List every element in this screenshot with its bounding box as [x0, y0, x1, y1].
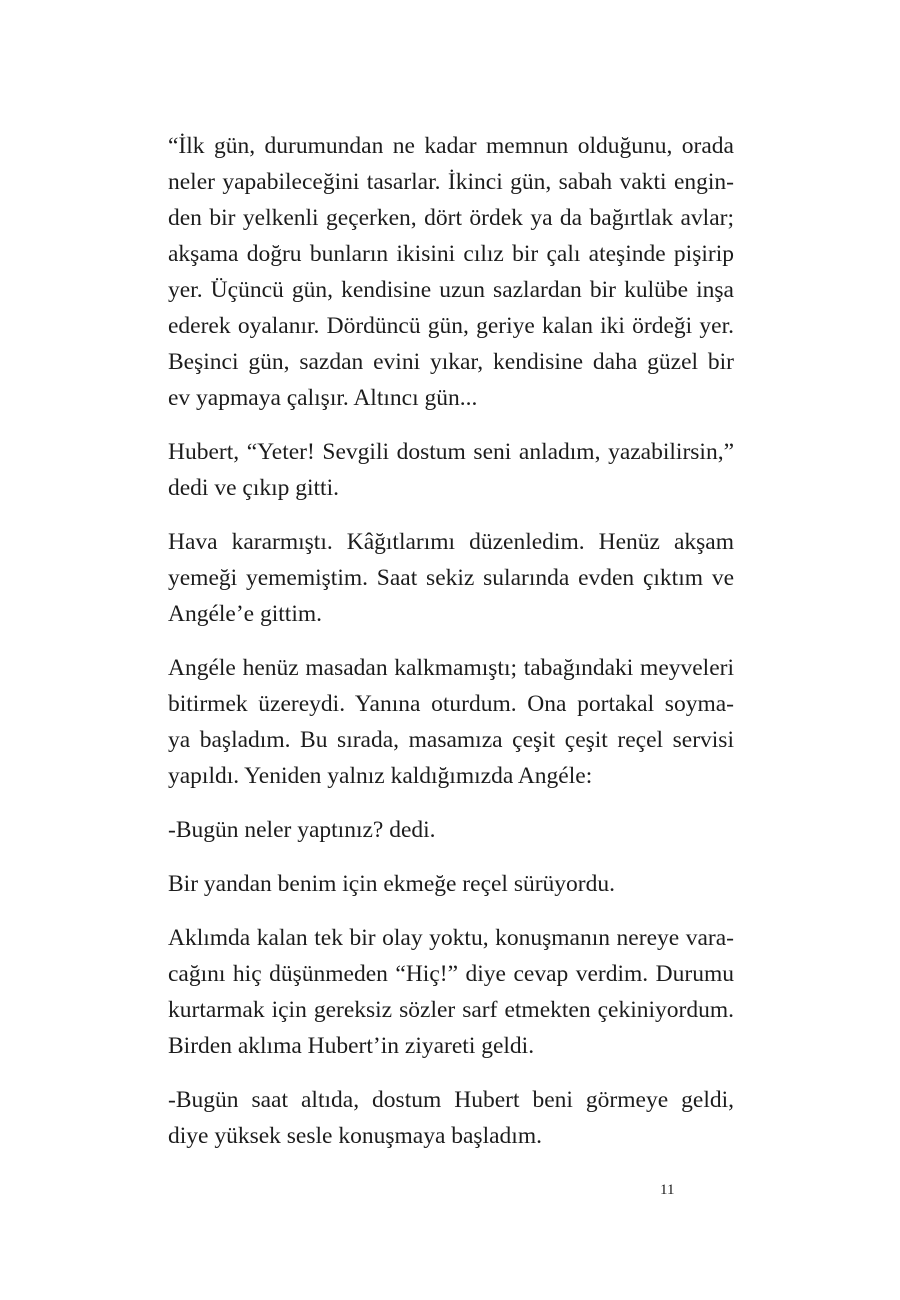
paragraph-5	[168, 812, 734, 848]
text-line: -Bugün neler yaptınız? dedi.	[168, 817, 436, 843]
paragraph-8	[168, 1082, 734, 1154]
text-line: bitirmek üzereydi. Yanına oturdum. Ona portakal soyma-	[168, 691, 734, 717]
body-text	[168, 128, 734, 1172]
paragraph-2	[168, 434, 734, 506]
text-line: dedi ve çıkıp gitti.	[168, 475, 339, 501]
text-line: Birden aklıma Hubert’in ziyareti geldi.	[168, 1033, 535, 1059]
text-line: “İlk gün, durumundan ne kadar memnun olduğunu, orada	[168, 133, 734, 159]
text-line: Angéle henüz masadan kalkmamıştı; tabağındaki meyveleri	[168, 655, 734, 681]
text-line: yer. Üçüncü gün, kendisine uzun sazlardan bir kulübe inşa	[168, 277, 734, 303]
text-line: diye yüksek sesle konuşmaya başladım.	[168, 1123, 542, 1149]
text-line: Beşinci gün, sazdan evini yıkar, kendisine daha güzel bir	[168, 349, 734, 375]
paragraph-6	[168, 866, 734, 902]
text-line: den bir yelkenli geçerken, dört ördek ya da bağırtlak avlar;	[168, 205, 734, 231]
page-number: 11	[660, 1182, 675, 1198]
paragraph-7	[168, 920, 734, 1064]
text-line: yemeği yememiştim. Saat sekiz sularında evden çıktım ve	[168, 565, 734, 591]
text-line: cağını hiç düşünmeden “Hiç!” diye cevap verdim. Durumu	[168, 961, 734, 987]
text-line: yapıldı. Yeniden yalnız kaldığımızda Angéle:	[168, 763, 593, 789]
text-line: ev yapmaya çalışır. Altıncı gün...	[168, 385, 478, 411]
text-line: kurtarmak için gereksiz sözler sarf etmekten çekiniyordum.	[168, 997, 734, 1023]
paragraph-3	[168, 524, 734, 632]
text-line: -Bugün saat altıda, dostum Hubert beni görmeye geldi,	[168, 1087, 734, 1113]
text-line: neler yapabileceğini tasarlar. İkinci gün, sabah vakti engin-	[168, 169, 734, 195]
text-line: Bir yandan benim için ekmeğe reçel sürüyordu.	[168, 871, 616, 897]
text-line: ya başladım. Bu sırada, masamıza çeşit çeşit reçel servisi	[168, 727, 734, 753]
text-line: Aklımda kalan tek bir olay yoktu, konuşmanın nereye vara-	[168, 925, 734, 951]
paragraph-1	[168, 128, 734, 416]
text-line: Hava kararmıştı. Kâğıtlarımı düzenledim. Henüz akşam	[168, 529, 734, 555]
text-line: akşama doğru bunların ikisini cılız bir çalı ateşinde pişirip	[168, 241, 734, 267]
paragraph-4	[168, 650, 734, 794]
text-line: Hubert, “Yeter! Sevgili dostum seni anladım, yazabilirsin,”	[168, 439, 734, 465]
text-line: Angéle’e gittim.	[168, 601, 323, 627]
text-line: ederek oyalanır. Dördüncü gün, geriye kalan iki ördeği yer.	[168, 313, 734, 339]
